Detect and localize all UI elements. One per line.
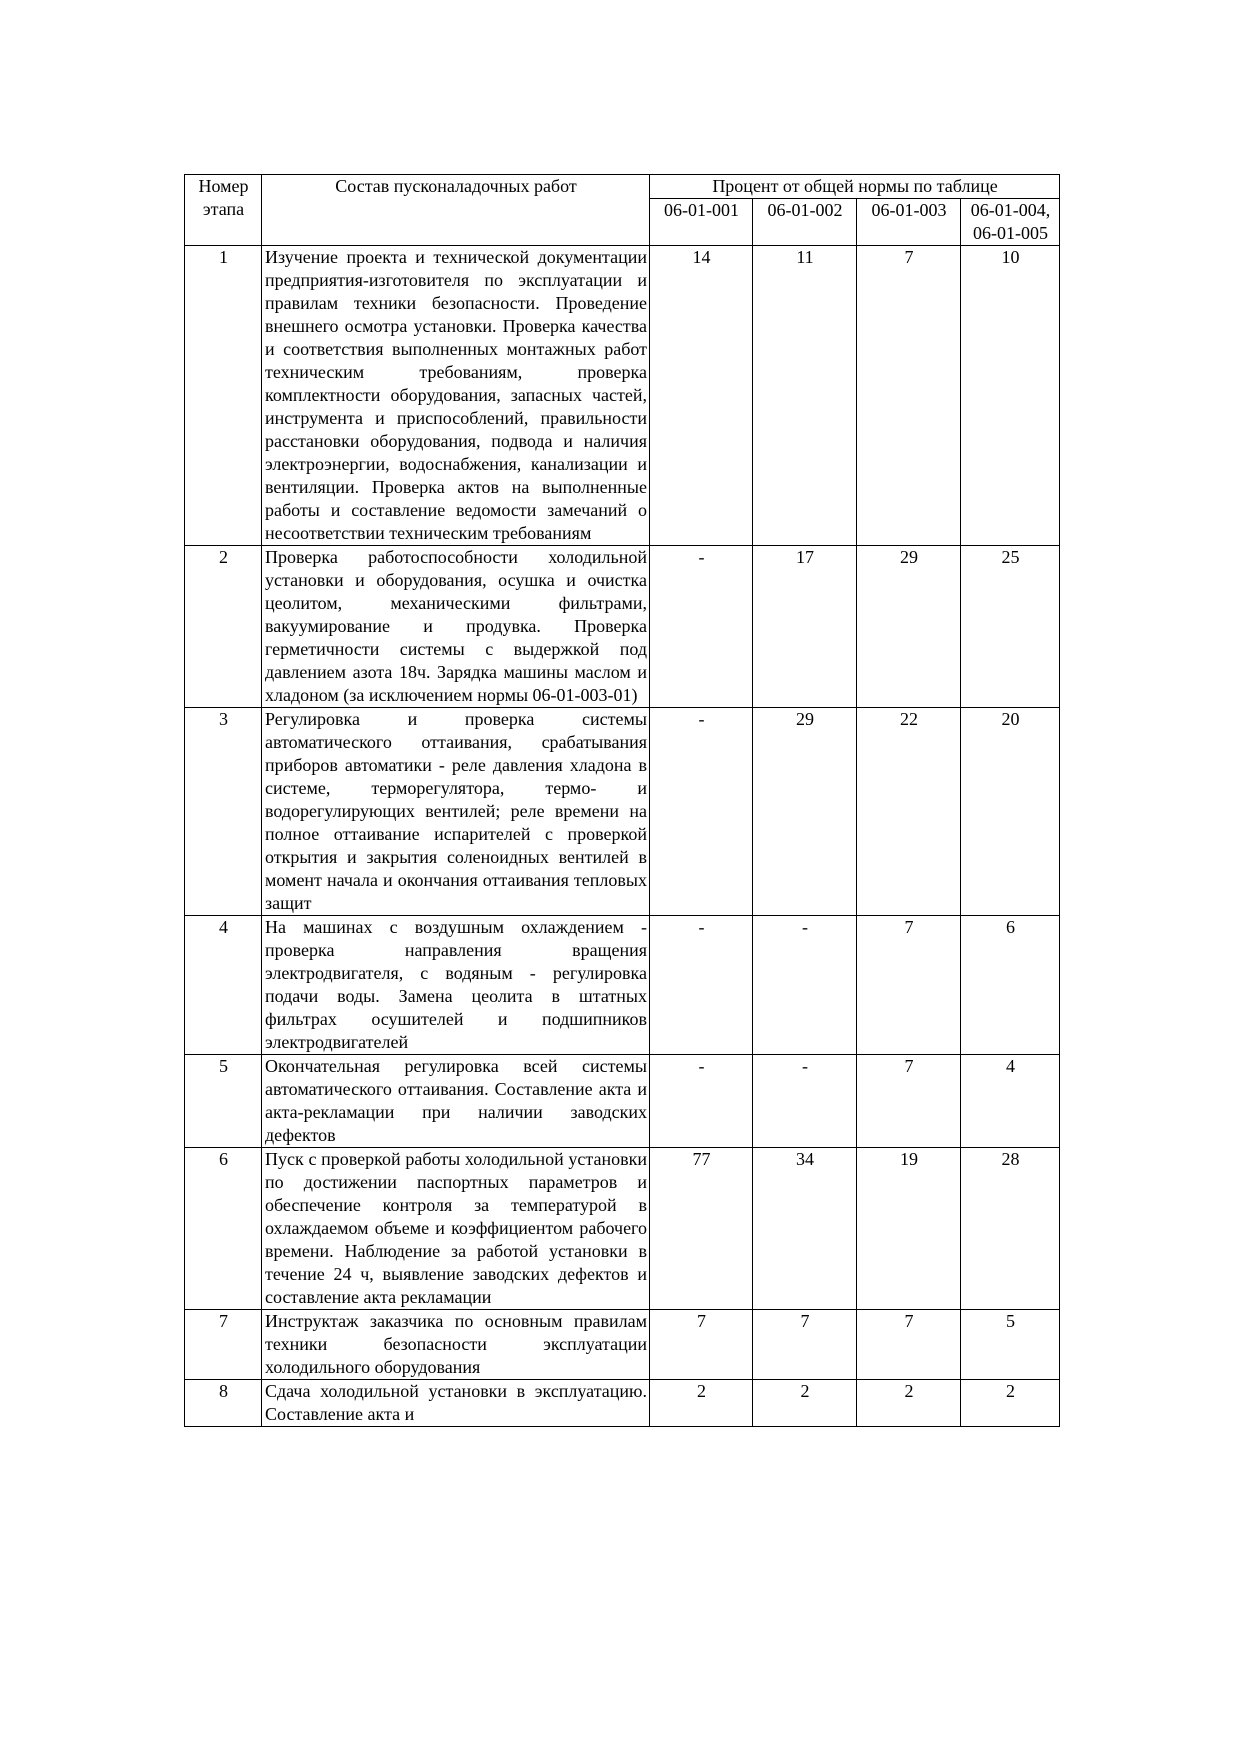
percent-value: 25 bbox=[961, 546, 1060, 708]
percent-value: 2 bbox=[650, 1380, 753, 1427]
percent-value: 2 bbox=[753, 1380, 857, 1427]
header-norm-3: 06-01-003 bbox=[857, 199, 961, 246]
header-norm-4: 06-01-004, 06-01-005 bbox=[961, 199, 1060, 246]
percent-value: - bbox=[650, 1055, 753, 1148]
percent-value: 17 bbox=[753, 546, 857, 708]
percent-value: 77 bbox=[650, 1148, 753, 1310]
table-row bbox=[185, 1310, 1060, 1380]
stage-number: 7 bbox=[185, 1310, 262, 1380]
percent-value: 7 bbox=[857, 916, 961, 1055]
header-percent-of-norm: Процент от общей нормы по таблице bbox=[650, 175, 1060, 199]
percent-value: 22 bbox=[857, 708, 961, 916]
percent-value: 7 bbox=[857, 1310, 961, 1380]
percent-value: 5 bbox=[961, 1310, 1060, 1380]
percent-value: - bbox=[650, 546, 753, 708]
header-stage-number: Номер этапа bbox=[185, 175, 262, 246]
percent-value: 11 bbox=[753, 246, 857, 546]
percent-value: 29 bbox=[753, 708, 857, 916]
stage-number: 6 bbox=[185, 1148, 262, 1310]
percent-value: 6 bbox=[961, 916, 1060, 1055]
work-description: Сдача холодильной установки в эксплуатацию. Составление акта и bbox=[262, 1380, 650, 1427]
header-work-composition: Состав пусконаладочных работ bbox=[262, 175, 650, 246]
percent-value: 2 bbox=[961, 1380, 1060, 1427]
percent-value: 19 bbox=[857, 1148, 961, 1310]
header-norm-2: 06-01-002 bbox=[753, 199, 857, 246]
table-row bbox=[185, 1148, 1060, 1310]
work-description: Окончательная регулировка всей системы автоматического оттаивания. Составление акта и акта-рекламации при наличии заводских дефектов bbox=[262, 1055, 650, 1148]
norms-table bbox=[184, 174, 1060, 1427]
percent-value: 2 bbox=[857, 1380, 961, 1427]
stage-number: 5 bbox=[185, 1055, 262, 1148]
percent-value: 34 bbox=[753, 1148, 857, 1310]
percent-value: - bbox=[753, 916, 857, 1055]
percent-value: 7 bbox=[857, 1055, 961, 1148]
percent-value: - bbox=[650, 916, 753, 1055]
table-row bbox=[185, 916, 1060, 1055]
table-body bbox=[185, 175, 1060, 1427]
stage-number: 3 bbox=[185, 708, 262, 916]
stage-number: 8 bbox=[185, 1380, 262, 1427]
work-description: Пуск с проверкой работы холодильной установки по достижении паспортных параметров и обеспечение контроля за температурой в охлаждаемом объеме и коэффициентом рабочего времени. Наблюдение за работой установки в течение 24 ч, выявление заводских дефектов и составление акта рекламации bbox=[262, 1148, 650, 1310]
table-row bbox=[185, 708, 1060, 916]
work-description: Регулировка и проверка системы автоматического оттаивания, срабатывания приборов автоматики - реле давления хладона в системе, терморегулятора, термо- и водорегулирующих вентилей; реле времени на полное оттаивание испарителей с проверкой открытия и закрытия соленоидных вентилей в момент начала и окончания оттаивания тепловых защит bbox=[262, 708, 650, 916]
stage-number: 2 bbox=[185, 546, 262, 708]
work-description: Инструктаж заказчика по основным правилам техники безопасности эксплуатации холодильного оборудования bbox=[262, 1310, 650, 1380]
work-description: Проверка работоспособности холодильной установки и оборудования, осушка и очистка цеолитом, механическими фильтрами, вакуумирование и продувка. Проверка герметичности системы с выдержкой под давлением азота 18ч. Зарядка машины маслом и хладоном (за исключением нормы 06-01-003-01) bbox=[262, 546, 650, 708]
percent-value: - bbox=[753, 1055, 857, 1148]
table-row bbox=[185, 1380, 1060, 1427]
table-row bbox=[185, 246, 1060, 546]
percent-value: 4 bbox=[961, 1055, 1060, 1148]
percent-value: 28 bbox=[961, 1148, 1060, 1310]
work-description: На машинах с воздушным охлаждением - проверка направления вращения электродвигателя, с водяным - регулировка подачи воды. Замена цеолита в штатных фильтрах осушителей и подшипников электродвигателей bbox=[262, 916, 650, 1055]
header-norm-1: 06-01-001 bbox=[650, 199, 753, 246]
percent-value: 7 bbox=[857, 246, 961, 546]
percent-value: 20 bbox=[961, 708, 1060, 916]
table-row bbox=[185, 1055, 1060, 1148]
stage-number: 4 bbox=[185, 916, 262, 1055]
percent-value: 7 bbox=[650, 1310, 753, 1380]
table-row bbox=[185, 546, 1060, 708]
percent-value: 29 bbox=[857, 546, 961, 708]
percent-value: - bbox=[650, 708, 753, 916]
header-row-top bbox=[185, 175, 1060, 199]
work-description: Изучение проекта и технической документации предприятия-изготовителя по эксплуатации и правилам техники безопасности. Проведение внешнего осмотра установки. Проверка качества и соответствия выполненных монтажных работ техническим требованиям, проверка комплектности оборудования, запасных частей, инструмента и приспособлений, правильности расстановки оборудования, подвода и наличия электроэнергии, водоснабжения, канализации и вентиляции. Проверка актов на выполненные работы и составление ведомости замечаний о несоответствии техническим требованиям bbox=[262, 246, 650, 546]
percent-value: 10 bbox=[961, 246, 1060, 546]
stage-number: 1 bbox=[185, 246, 262, 546]
percent-value: 7 bbox=[753, 1310, 857, 1380]
percent-value: 14 bbox=[650, 246, 753, 546]
